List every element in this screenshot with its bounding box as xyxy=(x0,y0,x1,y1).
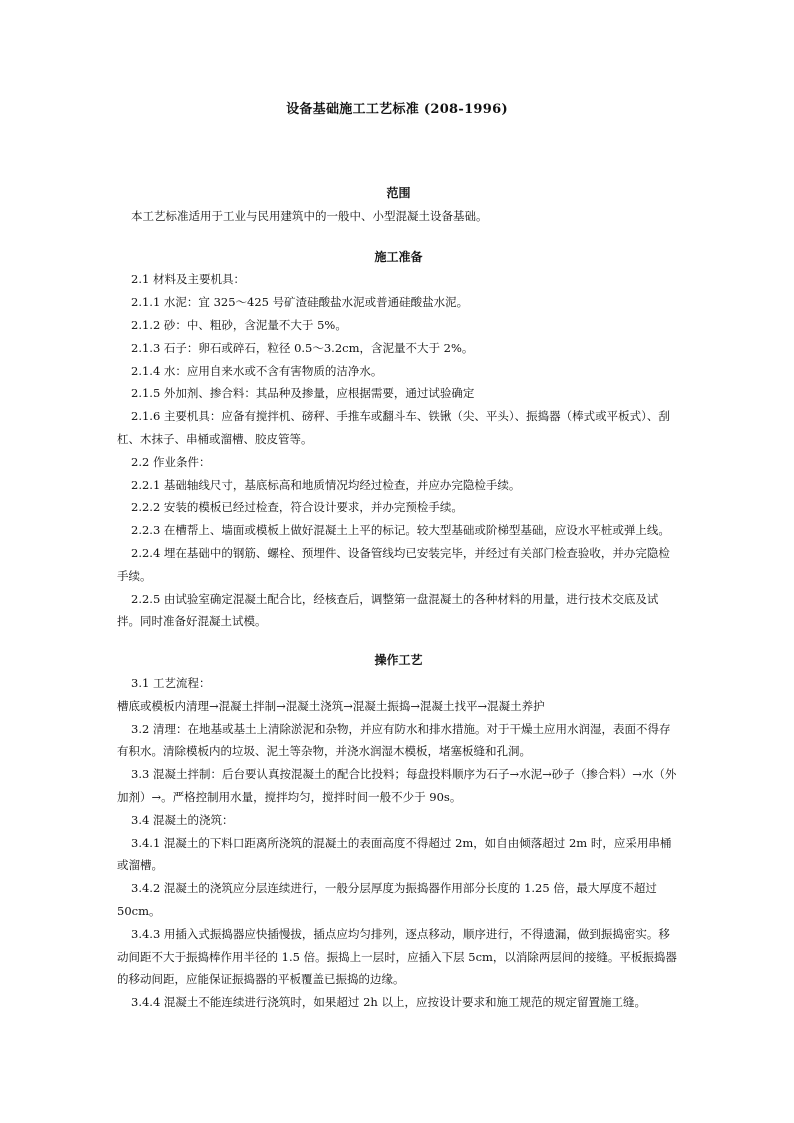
section-heading-process: 操作工艺 xyxy=(374,653,423,668)
section-heading-preparation: 施工准备 xyxy=(374,249,423,264)
paragraph-2-1-3: 2.1.3 石子：卵石或碎石，粒径 0.5～3.2cm，含泥量不大于 2%。 xyxy=(131,340,474,355)
document-body xyxy=(117,182,680,1014)
paragraph-2-2-3: 2.2.3 在槽帮上、墙面或模板上做好混凝土上平的标记。较大型基础或阶梯型基础，应设水平桩或弹上线。 xyxy=(131,523,670,538)
paragraph-2-2-1: 2.2.1 基础轴线尺寸，基底标高和地质情况均经过检查，并应办完隐检手续。 xyxy=(131,477,521,492)
scope-paragraph: 本工艺标准适用于工业与民用建筑中的一般中、小型混凝土设备基础。 xyxy=(131,208,488,223)
paragraph-2-2-5: 2.2.5 由试验室确定混凝土配合比，经核查后，调整第一盘混凝土的各种材料的用量，进行技术交底及试拌。同时准备好混凝土试模。 xyxy=(117,591,659,629)
paragraph-3-4-3: 3.4.3 用插入式振捣器应快插慢拔，插点应均匀排列，逐点移动，顺序进行，不得遗漏，做到振捣密实。移动间距不大于振捣棒作用半径的 1.5 倍。振捣上一层时，应插入下层 5cm，以消除两层间的接缝。平板振捣器的移动间距，应能保证振捣器的平板覆盖已振捣的边缘。 xyxy=(117,926,677,987)
paragraph-3-3: 3.3 混凝土拌制：后台要认真按混凝土的配合比投料；每盘投料顺序为石子→水泥→砂子（掺合料）→水（外加剂）→。严格控制用水量，搅拌均匀，搅拌时间一般不少于 90s。 xyxy=(117,767,677,804)
paragraph-2-1-1: 2.1.1 水泥：宜 325～425 号矿渣硅酸盐水泥或普通硅酸盐水泥。 xyxy=(131,295,469,310)
paragraph-2-2-2: 2.2.2 安装的模板已经过检查，符合设计要求，并办完预检手续。 xyxy=(131,500,463,515)
paragraph-3-4-4: 3.4.4 混凝土不能连续进行浇筑时，如果超过 2h 以上，应按设计要求和施工规范的规定留置施工缝。 xyxy=(131,995,646,1010)
section-heading-scope: 范围 xyxy=(386,186,411,200)
paragraph-3-4-1: 3.4.1 混凝土的下料口距离所浇筑的混凝土的表面高度不得超过 2m，如自由倾落超过 2m 时，应采用串桶或溜槽。 xyxy=(117,835,672,873)
paragraph-2-2: 2.2 作业条件： xyxy=(131,454,211,469)
paragraph-3-4: 3.4 混凝土的浇筑： xyxy=(131,812,234,827)
paragraph-2-1-4: 2.1.4 水：应用自来水或不含有害物质的洁净水。 xyxy=(131,363,383,378)
paragraph-3-2: 3.2 清理：在地基或基土上清除淤泥和杂物，并应有防水和排水措施。对于干燥土应用水润湿，表面不得存有积水。清除模板内的垃圾、泥土等杂物，并浇水润湿木模板，堵塞板缝和孔洞。 xyxy=(117,721,671,759)
paragraph-3-4-2: 3.4.2 混凝土的浇筑应分层连续进行，一般分层厚度为振捣器作用部分长度的 1.25 倍，最大厚度不超过 50cm。 xyxy=(117,881,657,918)
paragraph-2-2-4: 2.2.4 埋在基础中的钢筋、螺栓、预埋件、设备管线均已安装完毕，并经过有关部门检查验收，并办完隐检手续。 xyxy=(117,545,670,583)
paragraph-2-1: 2.1 材料及主要机具： xyxy=(131,272,245,287)
paragraph-3-1: 3.1 工艺流程： xyxy=(131,675,211,690)
document-title: 设备基础施工工艺标准 (208-1996) xyxy=(286,102,508,117)
paragraph-2-1-5: 2.1.5 外加剂、掺合料：其品种及掺量，应根据需要，通过试验确定 xyxy=(131,386,475,401)
process-flow: 槽底或模板内清理→混凝土拌制→混凝土浇筑→混凝土振捣→混凝土找平→混凝土养护 xyxy=(117,698,545,713)
paragraph-2-1-2: 2.1.2 砂：中、粗砂，含泥量不大于 5%。 xyxy=(131,317,347,332)
paragraph-2-1-6: 2.1.6 主要机具：应备有搅拌机、磅秤、手推车或翻斗车、铁锹（尖、平头）、振捣器（棒式或平板式）、刮杠、木抹子、串桶或溜槽、胶皮管等。 xyxy=(117,409,670,446)
